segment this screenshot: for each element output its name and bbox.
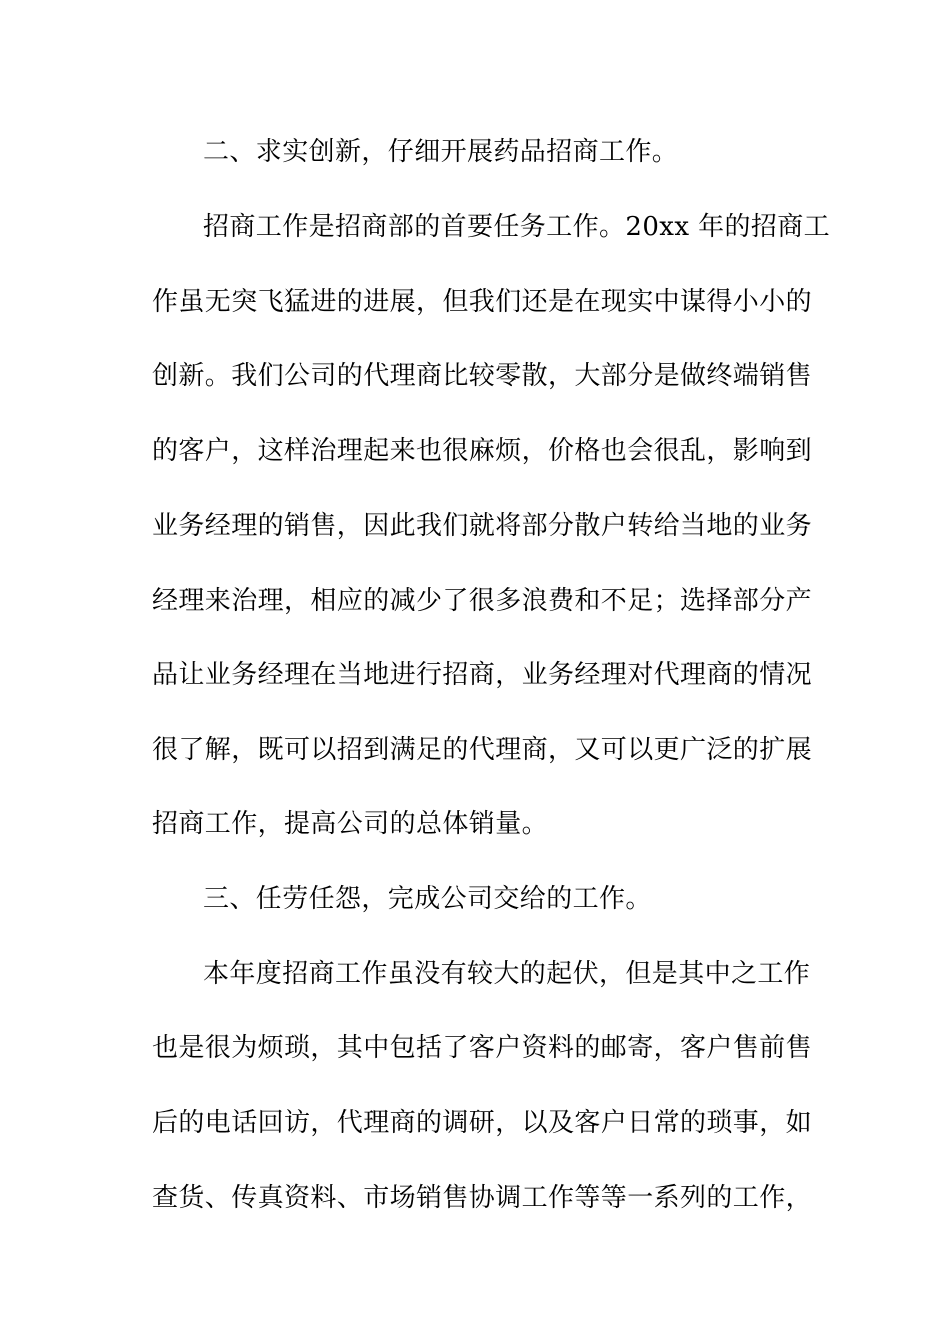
paragraph-line: 招商工作是招商部的首要任务工作。20xx 年的招商工 bbox=[203, 212, 831, 242]
paragraph-line: 招商工作，提高公司的总体销量。 bbox=[152, 809, 549, 839]
paragraph-line: 经理来治理，相应的减少了很多浪费和不足；选择部分产 bbox=[152, 586, 813, 616]
section-heading-3: 三、任劳任怨，完成公司交给的工作。 bbox=[203, 884, 652, 914]
paragraph-line: 本年度招商工作虽没有较大的起伏，但是其中之工作 bbox=[203, 959, 811, 989]
paragraph-line: 业务经理的销售，因此我们就将部分散户转给当地的业务 bbox=[152, 511, 813, 541]
paragraph-line: 品让业务经理在当地进行招商，业务经理对代理商的情况 bbox=[152, 660, 813, 690]
paragraph-line: 很了解，既可以招到满足的代理商，又可以更广泛的扩展 bbox=[152, 735, 813, 765]
paragraph-line: 创新。我们公司的代理商比较零散，大部分是做终端销售 bbox=[152, 361, 813, 391]
paragraph-line: 后的电话回访，代理商的调研，以及客户日常的琐事，如 bbox=[152, 1108, 813, 1138]
paragraph-line: 的客户，这样治理起来也很麻烦，价格也会很乱，影响到 bbox=[152, 436, 813, 466]
paragraph-line: 作虽无突飞猛进的进展，但我们还是在现实中谋得小小的 bbox=[152, 287, 813, 317]
paragraph-line: 也是很为烦琐，其中包括了客户资料的邮寄，客户售前售 bbox=[152, 1033, 813, 1063]
section-heading-2: 二、求实创新，仔细开展药品招商工作。 bbox=[203, 137, 679, 167]
paragraph-line: 查货、传真资料、市场销售协调工作等等一系列的工作， bbox=[152, 1183, 813, 1213]
